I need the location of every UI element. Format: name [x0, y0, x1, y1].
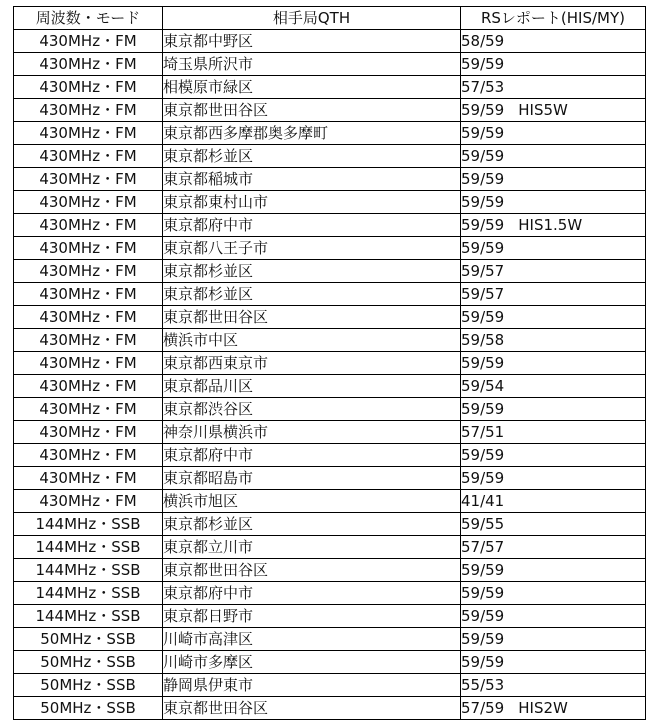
table-row: [14, 99, 646, 122]
table-row: [14, 122, 646, 145]
rs-report-cell: [461, 168, 646, 191]
rs-report-value: 59/59: [461, 239, 505, 257]
table-row: [14, 375, 646, 398]
rs-report-cell: [461, 237, 646, 260]
frequency-mode-cell: 430MHz・FM: [14, 329, 163, 352]
rs-report-cell: [461, 559, 646, 582]
table-row: [14, 168, 646, 191]
rs-report-cell: [461, 283, 646, 306]
rs-report-value: 59/59: [461, 55, 505, 73]
rs-report-value: 59/59: [461, 584, 505, 602]
partner-qth-cell: 東京都杉並区: [163, 145, 461, 168]
frequency-mode-cell: 50MHz・SSB: [14, 697, 163, 720]
frequency-mode-cell: 430MHz・FM: [14, 30, 163, 53]
table-row: [14, 490, 646, 513]
rs-report-value: 59/59: [461, 216, 505, 234]
partner-qth-cell: 川崎市多摩区: [163, 651, 461, 674]
rs-report-cell: [461, 53, 646, 76]
rs-report-value: 59/59: [461, 607, 505, 625]
frequency-mode-cell: 430MHz・FM: [14, 122, 163, 145]
rs-report-value: 57/59: [461, 699, 505, 717]
frequency-mode-cell: 50MHz・SSB: [14, 674, 163, 697]
frequency-mode-cell: 430MHz・FM: [14, 490, 163, 513]
frequency-mode-cell: 50MHz・SSB: [14, 651, 163, 674]
rs-report-value: 59/55: [461, 515, 505, 533]
partner-qth-cell: 東京都東村山市: [163, 191, 461, 214]
frequency-mode-cell: 430MHz・FM: [14, 260, 163, 283]
rs-report-cell: [461, 513, 646, 536]
power-note: HIS1.5W: [518, 216, 583, 234]
partner-qth-cell: 静岡県伊東市: [163, 674, 461, 697]
frequency-mode-cell: 50MHz・SSB: [14, 628, 163, 651]
power-note: HIS5W: [518, 101, 568, 119]
rs-report-value: 59/59: [461, 354, 505, 372]
rs-report-cell: [461, 628, 646, 651]
rs-report-value: 59/59: [461, 630, 505, 648]
frequency-mode-cell: 430MHz・FM: [14, 444, 163, 467]
frequency-mode-cell: 144MHz・SSB: [14, 559, 163, 582]
header-partner-qth: 相手局QTH: [163, 7, 461, 30]
frequency-mode-cell: 430MHz・FM: [14, 191, 163, 214]
rs-report-value: 58/59: [461, 32, 505, 50]
partner-qth-cell: 東京都杉並区: [163, 283, 461, 306]
partner-qth-cell: 東京都世田谷区: [163, 306, 461, 329]
rs-report-value: 59/59: [461, 193, 505, 211]
partner-qth-cell: 東京都杉並区: [163, 513, 461, 536]
qso-log-table: [13, 6, 646, 720]
table-row: [14, 628, 646, 651]
table-row: [14, 674, 646, 697]
frequency-mode-cell: 430MHz・FM: [14, 53, 163, 76]
table-row: [14, 145, 646, 168]
partner-qth-cell: 東京都日野市: [163, 605, 461, 628]
rs-report-value: 41/41: [461, 492, 505, 510]
rs-report-cell: [461, 99, 646, 122]
table-row: [14, 605, 646, 628]
rs-report-cell: [461, 145, 646, 168]
table-row: [14, 283, 646, 306]
table-row: [14, 53, 646, 76]
partner-qth-cell: 川崎市高津区: [163, 628, 461, 651]
partner-qth-cell: 東京都昭島市: [163, 467, 461, 490]
table-row: [14, 191, 646, 214]
rs-report-value: 59/59: [461, 561, 505, 579]
rs-report-value: 57/51: [461, 423, 505, 441]
partner-qth-cell: 横浜市中区: [163, 329, 461, 352]
rs-report-value: 59/59: [461, 446, 505, 464]
rs-report-cell: [461, 651, 646, 674]
table-row: [14, 582, 646, 605]
partner-qth-cell: 東京都立川市: [163, 536, 461, 559]
table-row: [14, 260, 646, 283]
rs-report-value: 59/57: [461, 285, 505, 303]
rs-report-value: 59/59: [461, 653, 505, 671]
rs-report-cell: [461, 122, 646, 145]
rs-report-cell: [461, 191, 646, 214]
partner-qth-cell: 東京都中野区: [163, 30, 461, 53]
table-row: [14, 329, 646, 352]
rs-report-cell: [461, 467, 646, 490]
rs-report-cell: [461, 329, 646, 352]
partner-qth-cell: 東京都品川区: [163, 375, 461, 398]
table-row: [14, 398, 646, 421]
rs-report-cell: [461, 214, 646, 237]
partner-qth-cell: 東京都府中市: [163, 214, 461, 237]
table-row: [14, 214, 646, 237]
rs-report-value: 57/53: [461, 78, 505, 96]
partner-qth-cell: 東京都世田谷区: [163, 697, 461, 720]
frequency-mode-cell: 430MHz・FM: [14, 352, 163, 375]
partner-qth-cell: 東京都世田谷区: [163, 559, 461, 582]
frequency-mode-cell: 144MHz・SSB: [14, 605, 163, 628]
table-row: [14, 76, 646, 99]
log-body: [14, 30, 646, 720]
table-row: [14, 352, 646, 375]
rs-report-value: 59/59: [461, 101, 505, 119]
header-rs-report: RSレポート(HIS/MY): [461, 7, 646, 30]
table-row: [14, 306, 646, 329]
rs-report-cell: [461, 605, 646, 628]
frequency-mode-cell: 430MHz・FM: [14, 168, 163, 191]
frequency-mode-cell: 144MHz・SSB: [14, 513, 163, 536]
rs-report-cell: [461, 674, 646, 697]
header-frequency-mode: 周波数・モード: [14, 7, 163, 30]
rs-report-cell: [461, 444, 646, 467]
rs-report-cell: [461, 352, 646, 375]
rs-report-cell: [461, 375, 646, 398]
table-row: [14, 237, 646, 260]
table-row: [14, 421, 646, 444]
frequency-mode-cell: 430MHz・FM: [14, 99, 163, 122]
rs-report-value: 59/59: [461, 170, 505, 188]
header-row: [14, 7, 646, 30]
partner-qth-cell: 東京都八王子市: [163, 237, 461, 260]
frequency-mode-cell: 430MHz・FM: [14, 76, 163, 99]
frequency-mode-cell: 430MHz・FM: [14, 421, 163, 444]
partner-qth-cell: 東京都世田谷区: [163, 99, 461, 122]
frequency-mode-cell: 430MHz・FM: [14, 306, 163, 329]
partner-qth-cell: 横浜市旭区: [163, 490, 461, 513]
partner-qth-cell: 東京都渋谷区: [163, 398, 461, 421]
rs-report-cell: [461, 536, 646, 559]
partner-qth-cell: 相模原市緑区: [163, 76, 461, 99]
frequency-mode-cell: 144MHz・SSB: [14, 536, 163, 559]
partner-qth-cell: 東京都府中市: [163, 444, 461, 467]
table-row: [14, 513, 646, 536]
frequency-mode-cell: 430MHz・FM: [14, 283, 163, 306]
rs-report-cell: [461, 30, 646, 53]
rs-report-cell: [461, 398, 646, 421]
frequency-mode-cell: 430MHz・FM: [14, 145, 163, 168]
table-row: [14, 467, 646, 490]
table-row: [14, 651, 646, 674]
rs-report-value: 57/57: [461, 538, 505, 556]
frequency-mode-cell: 430MHz・FM: [14, 467, 163, 490]
rs-report-cell: [461, 260, 646, 283]
rs-report-value: 59/54: [461, 377, 505, 395]
rs-report-value: 59/58: [461, 331, 505, 349]
rs-report-cell: [461, 76, 646, 99]
rs-report-cell: [461, 582, 646, 605]
frequency-mode-cell: 144MHz・SSB: [14, 582, 163, 605]
frequency-mode-cell: 430MHz・FM: [14, 375, 163, 398]
rs-report-value: 59/59: [461, 469, 505, 487]
rs-report-cell: [461, 490, 646, 513]
partner-qth-cell: 東京都稲城市: [163, 168, 461, 191]
rs-report-value: 59/59: [461, 147, 505, 165]
table-row: [14, 30, 646, 53]
rs-report-value: 55/53: [461, 676, 505, 694]
rs-report-value: 59/59: [461, 124, 505, 142]
rs-report-value: 59/57: [461, 262, 505, 280]
table-row: [14, 536, 646, 559]
partner-qth-cell: 東京都西多摩郡奥多摩町: [163, 122, 461, 145]
partner-qth-cell: 埼玉県所沢市: [163, 53, 461, 76]
rs-report-value: 59/59: [461, 400, 505, 418]
table-row: [14, 444, 646, 467]
power-note: HIS2W: [518, 699, 568, 717]
partner-qth-cell: 東京都杉並区: [163, 260, 461, 283]
rs-report-cell: [461, 697, 646, 720]
partner-qth-cell: 東京都府中市: [163, 582, 461, 605]
partner-qth-cell: 東京都西東京市: [163, 352, 461, 375]
rs-report-cell: [461, 306, 646, 329]
rs-report-value: 59/59: [461, 308, 505, 326]
table-row: [14, 559, 646, 582]
frequency-mode-cell: 430MHz・FM: [14, 398, 163, 421]
frequency-mode-cell: 430MHz・FM: [14, 214, 163, 237]
partner-qth-cell: 神奈川県横浜市: [163, 421, 461, 444]
frequency-mode-cell: 430MHz・FM: [14, 237, 163, 260]
rs-report-cell: [461, 421, 646, 444]
table-row: [14, 697, 646, 720]
